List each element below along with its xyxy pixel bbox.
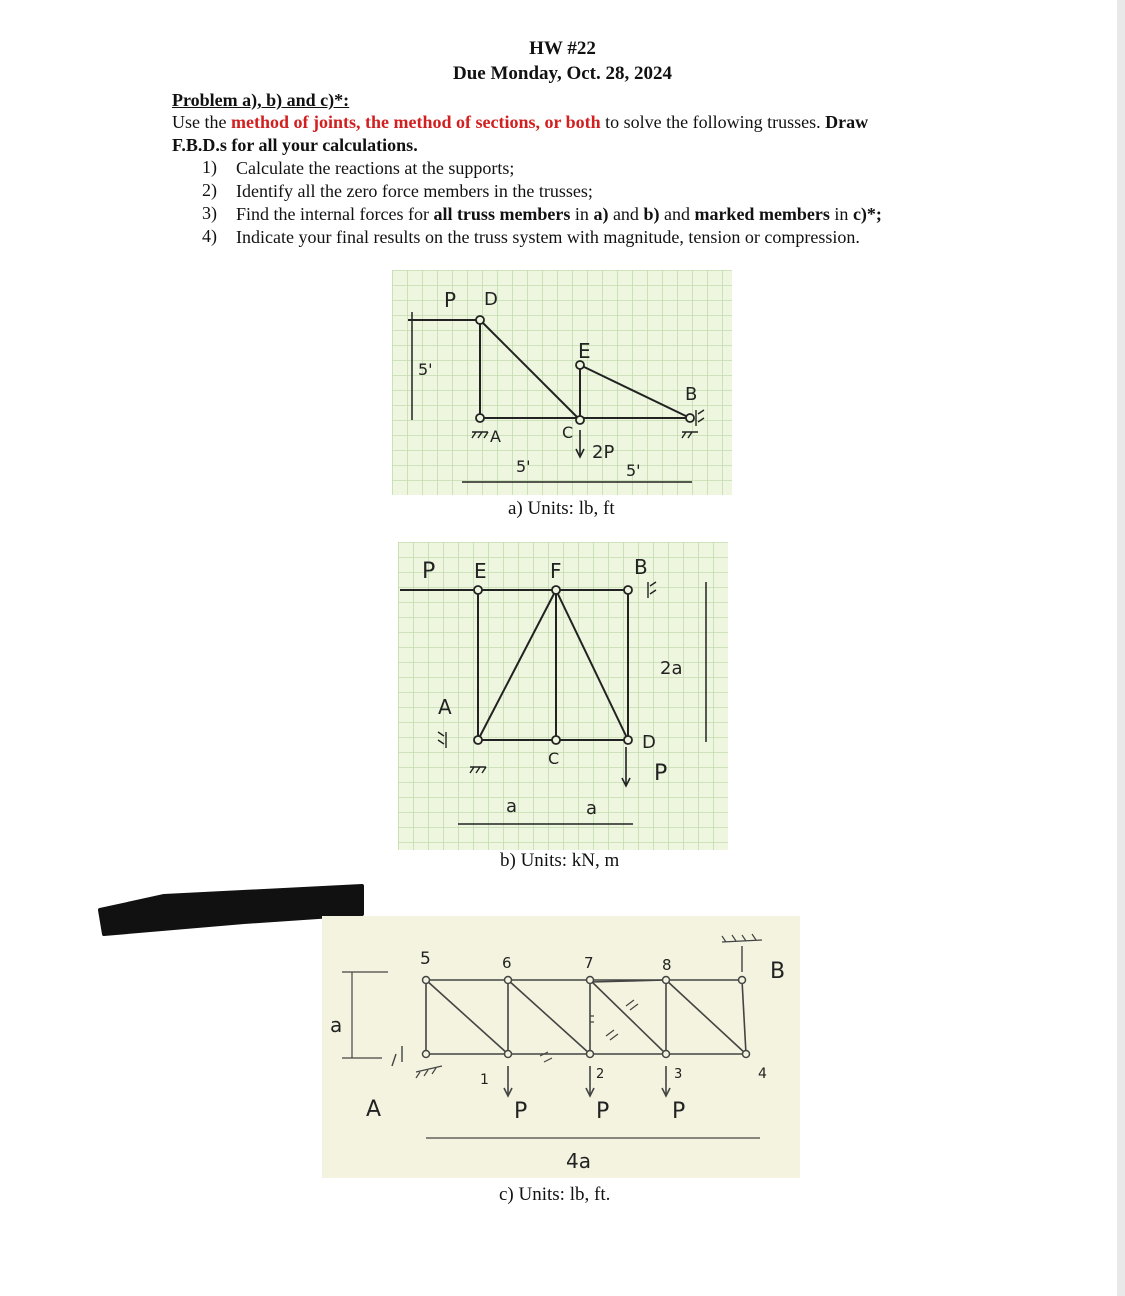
step-3-a: a) [593, 204, 609, 224]
joint-A-b [474, 736, 482, 744]
label-P-b: P [422, 559, 436, 584]
caption-b: b) Units: kN, m [500, 850, 620, 871]
joint-C-b [552, 736, 560, 744]
label-7: 7 [584, 954, 594, 972]
step-3-pre: Find the internal forces for [236, 204, 434, 224]
label-E-b: E [474, 559, 487, 583]
label-C-b: C [548, 749, 560, 768]
label-8: 8 [662, 956, 672, 974]
due-date: Due Monday, Oct. 28, 2024 [452, 63, 673, 84]
label-D: D [484, 289, 498, 310]
label-1: 1 [480, 1072, 489, 1088]
joint-7 [587, 977, 594, 984]
joint-E-b [474, 586, 482, 594]
step-3-mid4: in [829, 204, 853, 224]
dim-label-left-a: 5' [516, 457, 531, 476]
step-1-number: 1) [202, 157, 217, 177]
step-3-mid2: and [608, 204, 644, 224]
step-3-number: 3) [202, 203, 217, 223]
step-2-text: Identify all the zero force members in the trusses; [236, 181, 593, 201]
step-3-all-members: all truss members [433, 204, 571, 224]
dim-label-vertical-a: 5' [418, 360, 433, 379]
joint-C [576, 416, 584, 424]
joint-B-c [739, 977, 746, 984]
problem-heading: Problem a), b) and c)*: [172, 90, 350, 110]
load-label-P-b: P [654, 761, 668, 786]
label-4: 4 [758, 1066, 767, 1082]
intro-methods: method of joints, the method of sections, or both [230, 112, 601, 132]
dim-label-4a: 4a [566, 1149, 591, 1173]
caption-c: c) Units: lb, ft. [499, 1184, 611, 1205]
label-3: 3 [674, 1067, 683, 1082]
intro-draw: Draw [825, 112, 869, 132]
label-P-a: P [444, 288, 457, 312]
load-label-P-2: P [596, 1099, 610, 1124]
joint-5 [423, 977, 430, 984]
step-1-text: Calculate the reactions at the supports; [236, 158, 515, 178]
dim-label-a-right: a [586, 798, 598, 819]
joint-1 [505, 1051, 512, 1058]
page-edge [1117, 0, 1125, 1296]
label-a-c: a [330, 1013, 343, 1037]
joint-2 [587, 1051, 594, 1058]
joint-B [686, 414, 694, 422]
load-label-P-3: P [672, 1099, 686, 1124]
label-A-c: A [366, 1097, 382, 1122]
joint-8 [663, 977, 670, 984]
joint-D-b [624, 736, 632, 744]
truss-figure-a [392, 270, 732, 495]
label-B-b: B [634, 555, 648, 579]
label-C-a: C [562, 423, 574, 442]
hw-title: HW #22 [529, 38, 596, 59]
truss-figure-b [398, 542, 728, 850]
step-3-c: c)*; [852, 204, 882, 224]
dim-label-right-a: 5' [626, 461, 641, 480]
joint-B-b [624, 586, 632, 594]
joint-4 [743, 1051, 750, 1058]
joint-3 [663, 1051, 670, 1058]
step-3-b: b) [643, 204, 660, 224]
step-3-mid1: in [570, 204, 594, 224]
load-label-P-1: P [514, 1099, 528, 1124]
intro-mid: to solve the following trusses. [600, 112, 826, 132]
label-B-c: B [770, 959, 786, 984]
intro-pre: Use the [172, 112, 231, 132]
joint-F [552, 586, 560, 594]
fbd-note: F.B.D.s for all your calculations. [172, 135, 418, 155]
step-2-number: 2) [202, 180, 217, 200]
dim-label-a-left: a [506, 796, 518, 817]
step-3-marked-members: marked members [694, 204, 830, 224]
label-B-a: B [685, 384, 698, 405]
label-F: F [550, 559, 562, 583]
caption-a: a) Units: lb, ft [508, 498, 615, 519]
joint-6 [505, 977, 512, 984]
label-2: 2 [596, 1067, 605, 1082]
label-A-b: A [438, 695, 452, 719]
step-4-text: Indicate your final results on the truss system with magnitude, tension or compression. [236, 227, 860, 247]
truss-figure-c [322, 916, 800, 1178]
label-5: 5 [420, 949, 431, 969]
joint-A [476, 414, 484, 422]
load-label-2P: 2P [592, 442, 615, 463]
joint-A-c [423, 1051, 430, 1058]
label-A-a: A [490, 427, 501, 446]
problem-intro [172, 111, 972, 133]
joint-D [476, 316, 484, 324]
step-3-mid3: and [659, 204, 695, 224]
dim-label-2a: 2a [660, 658, 683, 679]
step-3-text [236, 203, 882, 225]
label-6: 6 [502, 954, 512, 972]
label-E-a: E [578, 339, 591, 363]
label-D-b: D [642, 732, 656, 753]
step-4-number: 4) [202, 226, 217, 246]
